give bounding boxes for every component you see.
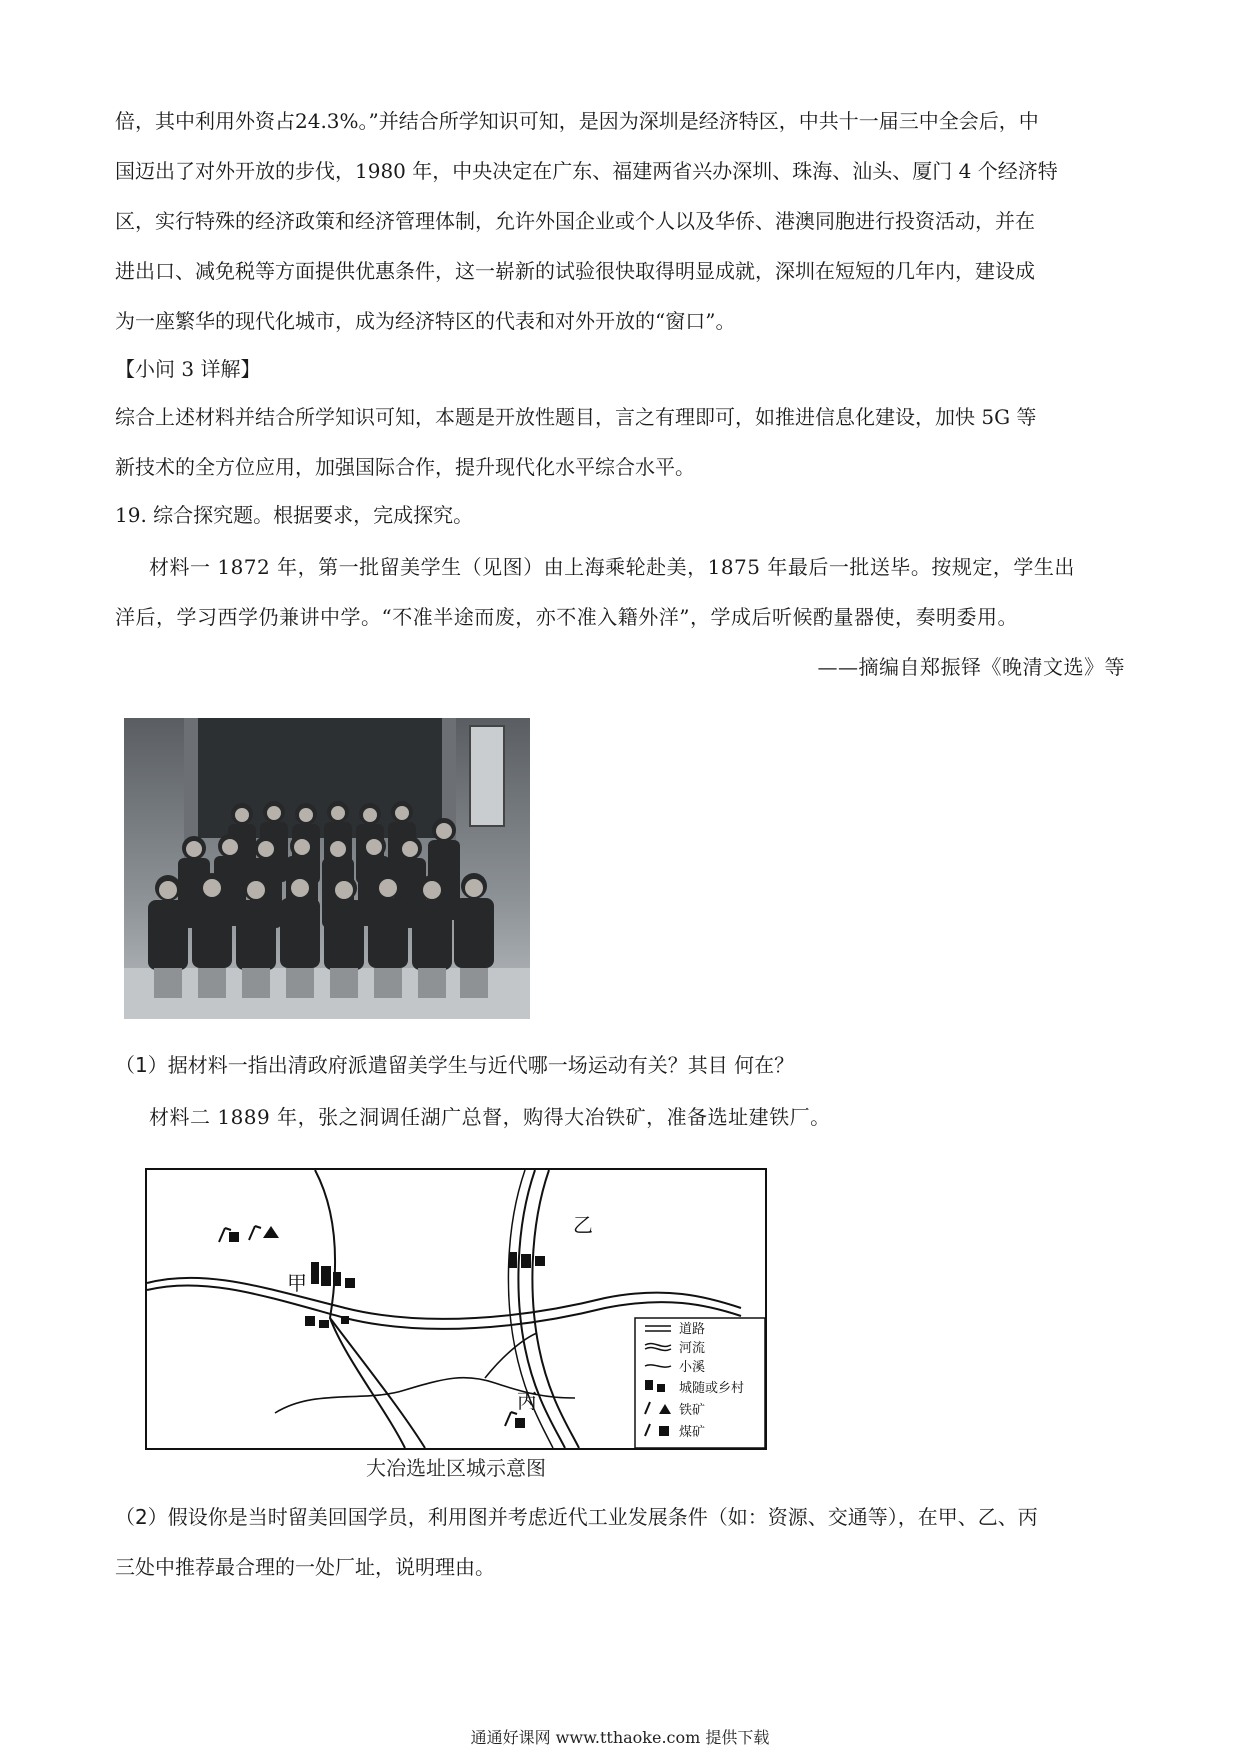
map-caption: 大冶选址区城示意图 bbox=[366, 1456, 546, 1480]
material1-line-2: 洋后，学习西学仍兼讲中学。“不准半途而废，亦不准入籍外洋”，学成后听候酌量器使，奏明委用。 bbox=[115, 605, 1018, 629]
sub3-heading: 【小问 3 详解】 bbox=[115, 357, 261, 381]
answer-continued-paragraph bbox=[115, 96, 1125, 346]
students-photo-drawing bbox=[124, 718, 530, 1019]
material2-text: 材料二 1889 年，张之洞调任湖广总督，购得大冶铁矿，准备选址建铁厂。 bbox=[149, 1105, 831, 1129]
legend-coal-mine: 煤矿 bbox=[679, 1425, 706, 1440]
material1-line-1: 材料一 1872 年，第一批留美学生（见图）由上海乘轮赴美，1875 年最后一批送毕。按规定，学生出 bbox=[149, 555, 1075, 579]
label-jia: 甲 bbox=[287, 1271, 307, 1295]
q19-title: 19. 综合探究题。根据要求，完成探究。 bbox=[115, 503, 474, 527]
daye-map bbox=[145, 1168, 767, 1450]
label-bing: 丙 bbox=[517, 1389, 537, 1413]
answer-line-4: 进出口、减免税等方面提供优惠条件，这一崭新的试验很快取得明显成就，深圳在短短的几年内，建设成 bbox=[115, 259, 1035, 283]
q19-subquestion-2 bbox=[115, 1492, 1125, 1592]
q2-line-2: 三处中推荐最合理的一处厂址，说明理由。 bbox=[115, 1555, 495, 1579]
material1-paragraph bbox=[115, 542, 1125, 692]
legend-iron-mine: 铁矿 bbox=[679, 1403, 706, 1418]
sub3-line-1: 综合上述材料并结合所学知识可知，本题是开放性题目，言之有理即可，如推进信息化建设，加快 5G 等 bbox=[115, 405, 1037, 429]
footer-credit: 通通好课网 www.tthaoke.com 提供下载 bbox=[470, 1728, 770, 1747]
sub3-paragraph bbox=[115, 392, 1125, 492]
legend-stream: 小溪 bbox=[679, 1360, 706, 1375]
label-yi: 乙 bbox=[573, 1213, 593, 1237]
material1-source: ——摘编自郑振铎《晚清文选》等 bbox=[817, 655, 1125, 679]
answer-line-3: 区，实行特殊的经济政策和经济管理体制，允许外国企业或个人以及华侨、港澳同胞进行投资活动，并在 bbox=[115, 209, 1035, 233]
sub3-line-2: 新技术的全方位应用，加强国际合作，提升现代化水平综合水平。 bbox=[115, 455, 695, 479]
legend-settlement: 城随或乡村 bbox=[679, 1381, 745, 1396]
q19-subquestion-1: （1）据材料一指出清政府派遣留美学生与近代哪一场运动有关？其目 何在？ bbox=[115, 1053, 795, 1077]
answer-line-1: 倍，其中利用外资占24.3%。”并结合所学知识可知，是因为深圳是经济特区，中共十一届三中全会后，中 bbox=[115, 109, 1039, 133]
legend-road: 道路 bbox=[679, 1322, 706, 1337]
legend-river: 河流 bbox=[679, 1341, 706, 1356]
daye-map-drawing bbox=[145, 1168, 767, 1450]
q2-line-1: （2）假设你是当时留美回国学员，利用图并考虑近代工业发展条件（如：资源、交通等），在甲、乙、丙 bbox=[115, 1505, 1038, 1529]
answer-line-2: 国迈出了对外开放的步伐，1980 年，中央决定在广东、福建两省兴办深圳、珠海、汕头、厦门 4 个经济特 bbox=[115, 159, 1058, 183]
students-photo bbox=[124, 718, 530, 1019]
answer-line-5: 为一座繁华的现代化城市，成为经济特区的代表和对外开放的“窗口”。 bbox=[115, 309, 736, 333]
